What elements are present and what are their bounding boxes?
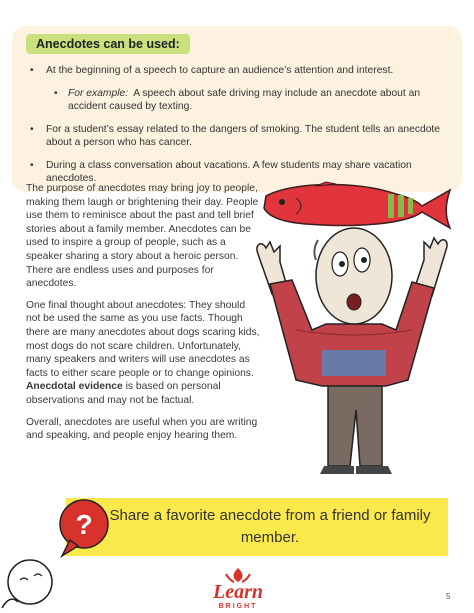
bullet-icon: • — [54, 87, 58, 99]
usage-heading: Anecdotes can be used: — [26, 34, 190, 54]
usage-list — [26, 64, 452, 195]
paragraph-text: is based on personal observations and may not be factual. — [26, 381, 221, 406]
paragraph — [26, 299, 262, 408]
paragraph: The purpose of anecdotes may bring joy to people, making them laugh or brightening their day. People use them to reminisce about the past and tell brief stories about a family member. Anecdotes can be used to inspire a group of people, such as a speaker sharing a story about a heroic person. There are endless uses and purposes for anecdotes. — [26, 183, 259, 290]
paragraph: Overall, anecdotes are useful when you are writing and speaking, and people enjoy hearing them. — [26, 416, 258, 442]
list-item — [26, 123, 452, 150]
body-text — [26, 182, 262, 451]
surprised-man-illustration — [257, 228, 447, 474]
bullet-icon: • — [30, 159, 34, 171]
fish-illustration — [264, 182, 450, 228]
illustration — [236, 180, 468, 480]
list-item-text: At the beginning of a speech to capture an audience’s attention and interest. — [46, 65, 394, 76]
bullet-icon: • — [30, 65, 34, 76]
question-mark-icon — [60, 500, 108, 556]
thinking-person-illustration — [0, 490, 110, 613]
bullet-icon: • — [30, 123, 34, 135]
prompt-text: Share a favorite anecdote from a friend or family member. — [109, 507, 431, 546]
question-symbol: ? — [75, 509, 93, 540]
learn-bright-logo — [192, 566, 284, 610]
list-item-text: A speech about safe driving may include an anecdote about an accident caused by texting. — [68, 87, 423, 112]
list-item-text: For a student’s essay related to the dangers of smoking. The student tells an anecdote about a person who has cancer. — [46, 123, 441, 148]
page-number: 5 — [446, 592, 451, 601]
example-label: For example: — [68, 87, 129, 99]
paragraph-text: One final thought about anecdotes: They should not be used the same as you use facts. Though there are many anecdotes about dogs scaring kids, most dogs do not scare children. Unfortunately, many speakers and writers will use anecdotes as facts to either scare people or to change opinions. — [26, 299, 260, 379]
list-item — [26, 64, 452, 78]
logo-word: Learn — [213, 581, 263, 603]
usage-box — [12, 26, 462, 192]
list-item-text: During a class conversation about vacations. A few students may share vacation anecdotes. — [46, 159, 412, 184]
logo-tagline: BRIGHT — [218, 603, 258, 610]
term-anecdotal-evidence: Anecdotal evidence — [26, 381, 123, 393]
list-item-example — [26, 87, 452, 114]
